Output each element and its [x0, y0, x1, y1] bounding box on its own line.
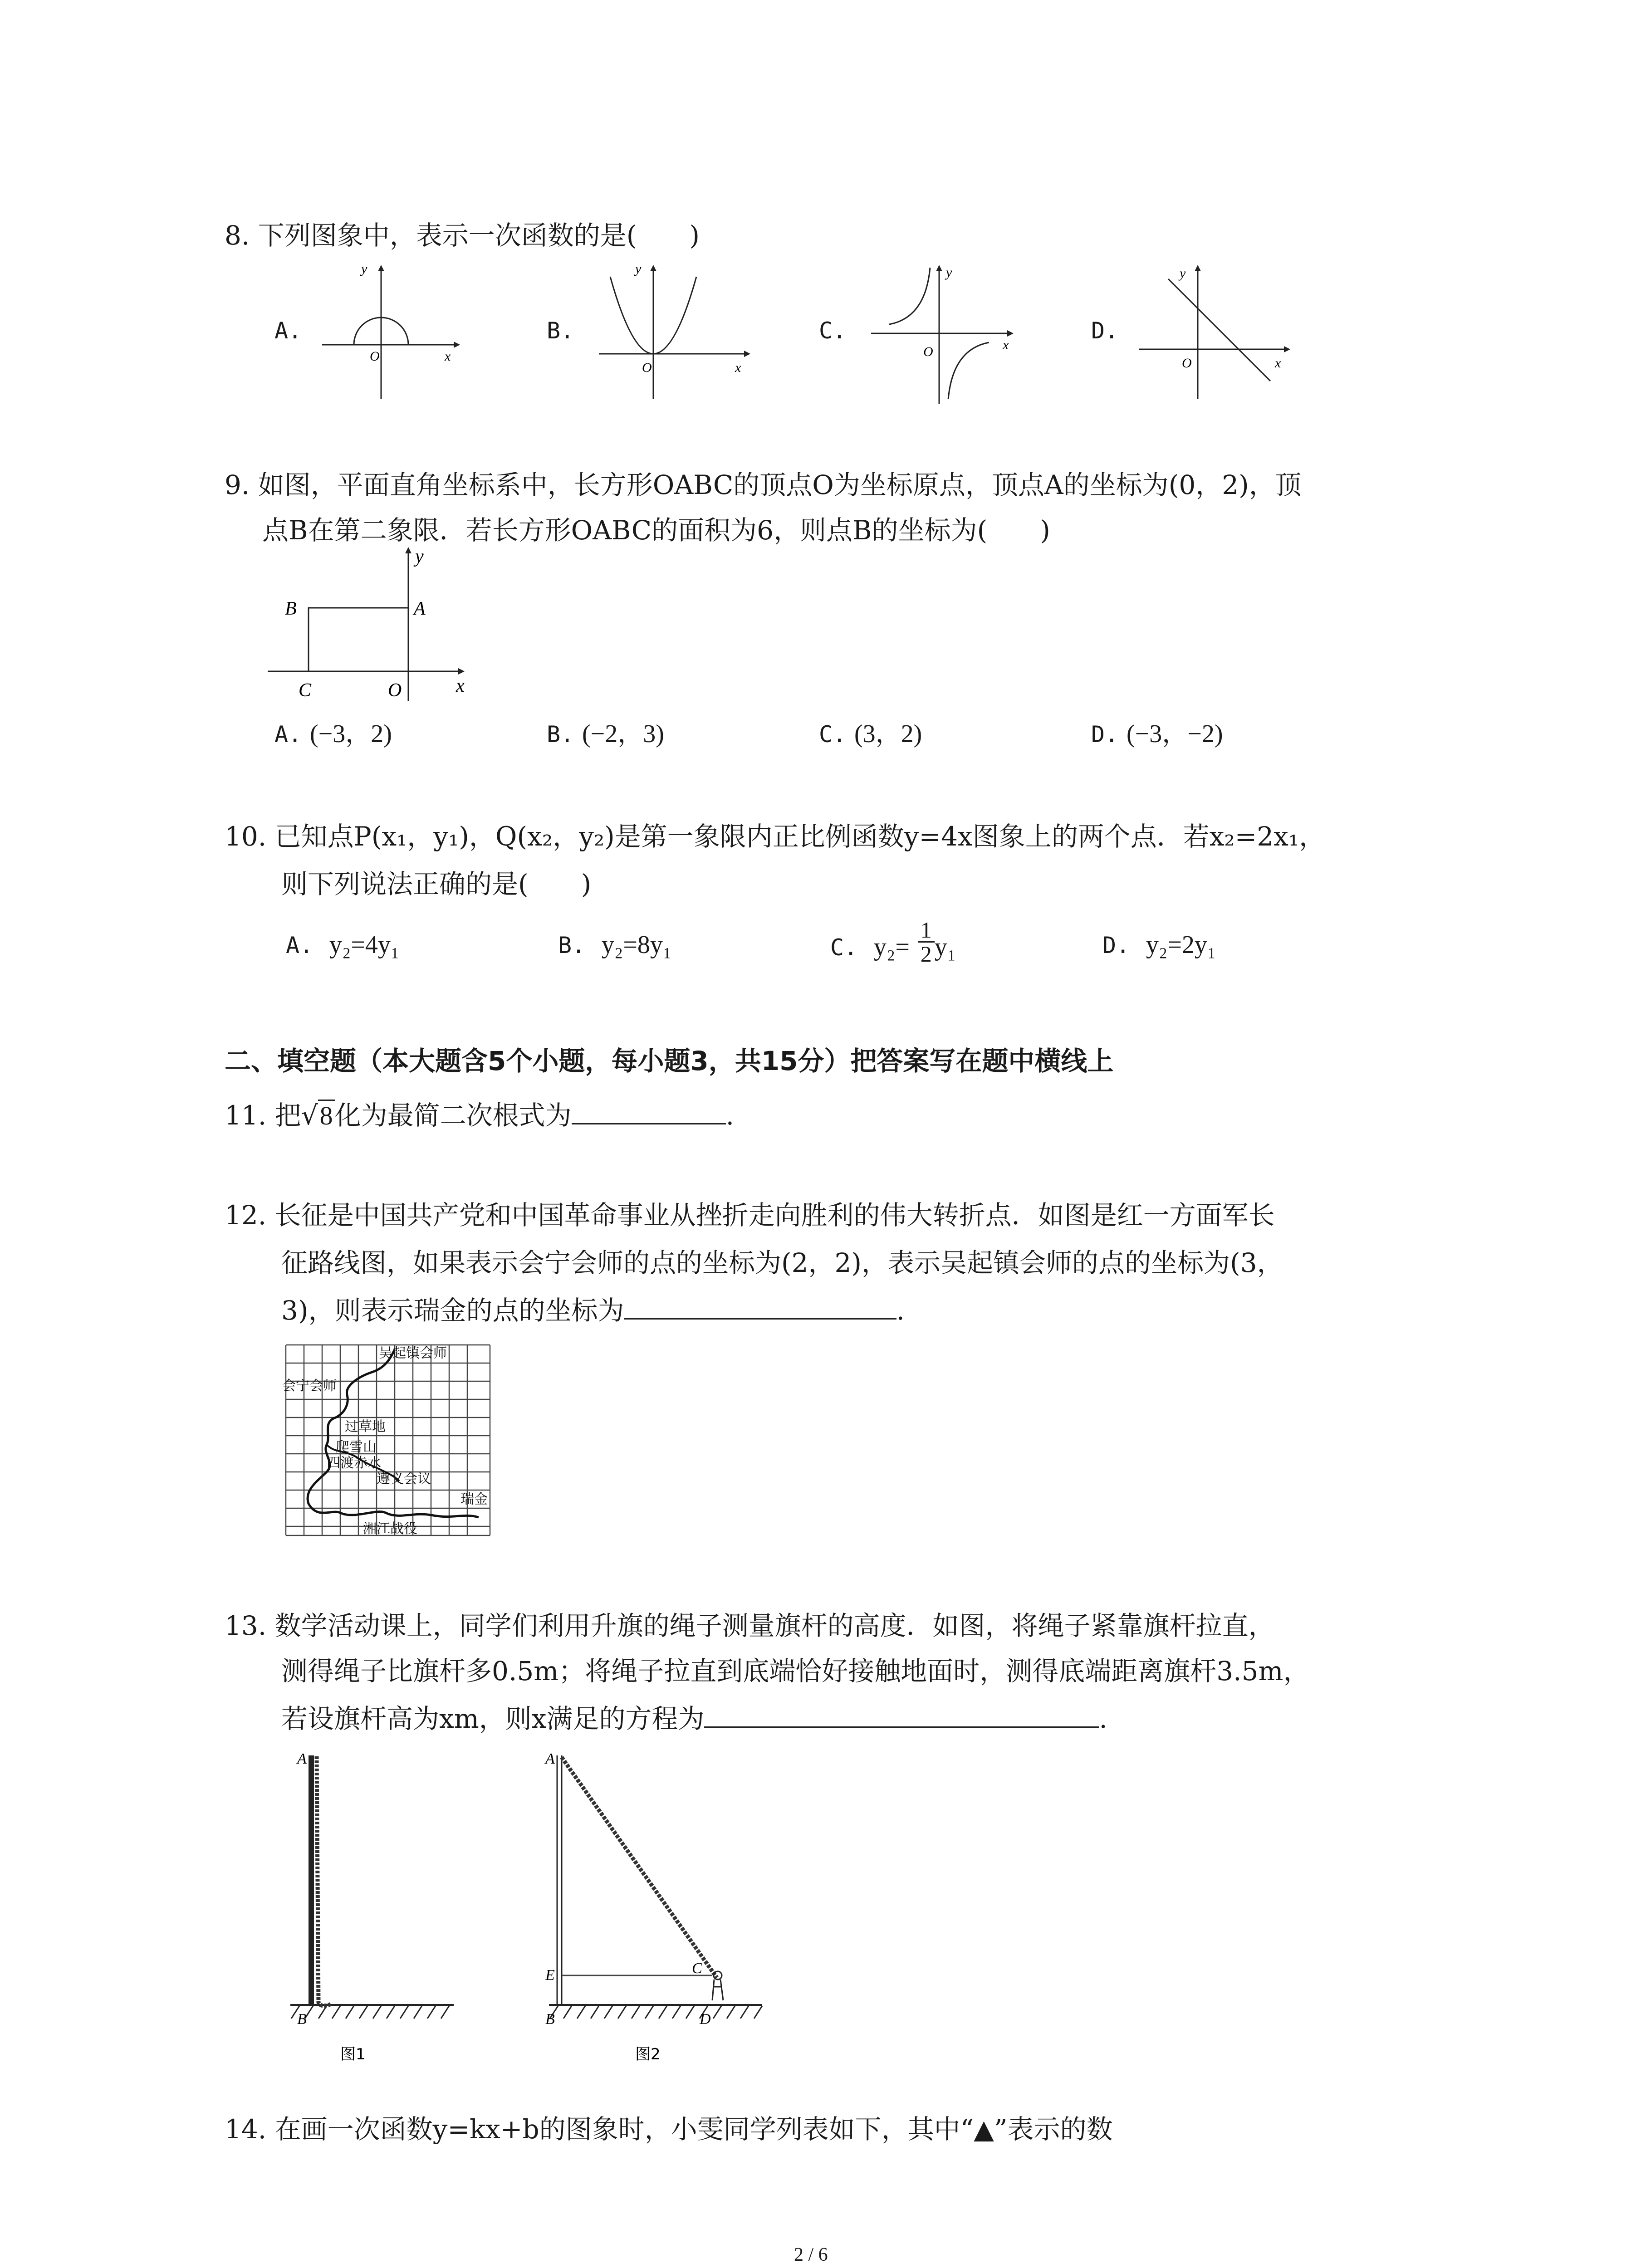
- svg-text:x: x: [445, 349, 451, 364]
- q13-answer-blank[interactable]: [704, 1726, 1099, 1728]
- svg-text:过草地: 过草地: [345, 1419, 386, 1435]
- q11-line: 11. 把√8化为最简二次根式为 .: [225, 1100, 735, 1131]
- svg-text:x: x: [456, 675, 465, 696]
- svg-text:会宁会师: 会宁会师: [282, 1378, 337, 1394]
- q13-line3: 若设旗杆高为xm，则x满足的方程为 .: [281, 1703, 1107, 1734]
- q12-line1: 12. 长征是中国共产党和中国革命事业从挫折走向胜利的伟大转折点．如图是红一方面军长: [225, 1200, 1275, 1231]
- svg-text:吴起镇会师: 吴起镇会师: [379, 1345, 447, 1361]
- q9-option-c[interactable]: C. (3，2): [819, 720, 922, 748]
- svg-text:瑞金: 瑞金: [460, 1491, 488, 1507]
- svg-text:y: y: [1180, 266, 1186, 281]
- svg-text:y: y: [635, 261, 642, 276]
- semicircle-graph-icon: [318, 259, 463, 404]
- svg-text:C: C: [692, 1960, 702, 1977]
- parabola-graph-icon: [590, 259, 753, 404]
- page-number: 2 / 6: [794, 2244, 828, 2265]
- q8-option-a-label: A.: [274, 318, 302, 344]
- sqrt-symbol: √: [301, 1100, 318, 1131]
- hyperbola-graph-icon: [862, 259, 1025, 408]
- q14-line1: 14. 在画一次函数y=kx+b的图象时，小雯同学列表如下，其中“▲”表示的数: [225, 2114, 1113, 2145]
- svg-text:湘江战役: 湘江战役: [363, 1521, 417, 1537]
- q12-line3: 3)，则表示瑞金的点的坐标为 .: [281, 1295, 905, 1326]
- svg-text:O: O: [1182, 356, 1192, 371]
- svg-text:y: y: [361, 261, 367, 276]
- q9-stem-line1: 9. 如图，平面直角坐标系中，长方形OABC的顶点O为坐标原点，顶点A的坐标为(0，2)，顶: [225, 469, 1302, 500]
- svg-text:图2: 图2: [635, 2045, 661, 2063]
- svg-text:O: O: [642, 360, 652, 375]
- q8-option-c-label: C.: [819, 318, 847, 344]
- svg-text:遵义会议: 遵义会议: [377, 1471, 431, 1487]
- svg-text:E: E: [545, 1967, 555, 1984]
- q10-option-a[interactable]: A. y₂=4y₁: [286, 931, 400, 959]
- svg-text:B: B: [297, 2011, 307, 2028]
- q9-option-b[interactable]: B. (−2，3): [547, 720, 664, 748]
- rectangle-oabc-figure: [263, 544, 499, 708]
- q9-stem-line2: 点B在第二象限．若长方形OABC的面积为6，则点B的坐标为( ): [262, 515, 1050, 546]
- q9-option-a[interactable]: A. (−3，2): [274, 720, 392, 748]
- svg-text:x: x: [735, 360, 741, 375]
- flagpole-figure-1: [281, 1746, 472, 2064]
- q12-line2: 征路线图，如果表示会宁会师的点的坐标为(2，2)，表示吴起镇会师的点的坐标为(3，: [281, 1247, 1283, 1278]
- q12-answer-blank[interactable]: [624, 1318, 896, 1320]
- svg-text:图1: 图1: [340, 2045, 366, 2063]
- q8-stem: 8. 下列图象中，表示一次函数的是( ): [225, 220, 700, 251]
- q11-answer-blank[interactable]: [572, 1123, 726, 1124]
- q9-option-d[interactable]: D. (−3，−2): [1091, 720, 1223, 748]
- svg-text:y: y: [415, 546, 424, 567]
- svg-text:O: O: [923, 344, 933, 359]
- line-graph-icon: [1134, 259, 1298, 404]
- q8-option-d-label: D.: [1091, 318, 1119, 344]
- svg-text:y: y: [946, 265, 952, 280]
- q10-option-d[interactable]: D. y₂=2y₁: [1102, 931, 1216, 959]
- svg-text:四渡赤水: 四渡赤水: [327, 1455, 381, 1471]
- svg-text:A: A: [545, 1750, 555, 1767]
- svg-text:O: O: [388, 680, 402, 701]
- svg-text:A: A: [414, 598, 426, 619]
- fraction-one-half: $\frac{1}{2}$: [918, 919, 935, 965]
- svg-text:A: A: [297, 1750, 307, 1767]
- svg-text:B: B: [285, 598, 297, 619]
- q10-stem-line2: 则下列说法正确的是( ): [281, 869, 592, 899]
- q13-line1: 13. 数学活动课上，同学们利用升旗的绳子测量旗杆的高度．如图，将绳子紧靠旗杆拉直，: [225, 1610, 1275, 1641]
- svg-text:D: D: [700, 2011, 711, 2028]
- q10-option-b[interactable]: B. y₂=8y₁: [558, 931, 672, 959]
- q8-option-b-label: B.: [547, 318, 574, 344]
- svg-text:B: B: [545, 2011, 555, 2028]
- q10-stem-line1: 10. 已知点P(x₁，y₁)，Q(x₂，y₂)是第一象限内正比例函数y=4x图象上的两个点．若x₂=2x₁，: [225, 821, 1326, 852]
- long-march-route-map: [281, 1340, 495, 1540]
- svg-text:C: C: [299, 680, 312, 701]
- flagpole-figure-2: [540, 1746, 776, 2064]
- q13-line2: 测得绳子比旗杆多0.5m；将绳子拉直到底端恰好接触地面时，测得底端距离旗杆3.5m，: [281, 1656, 1310, 1686]
- q10-option-c[interactable]: C. y₂= $\frac{1}{2}$ y₁: [830, 917, 956, 967]
- svg-text:x: x: [1275, 356, 1281, 371]
- svg-text:O: O: [370, 349, 380, 364]
- svg-text:爬雪山: 爬雪山: [336, 1439, 377, 1455]
- section2-title: 二、填空题（本大题含5个小题，每小题3，共15分）把答案写在题中横线上: [225, 1046, 1114, 1076]
- svg-text:x: x: [1003, 337, 1009, 352]
